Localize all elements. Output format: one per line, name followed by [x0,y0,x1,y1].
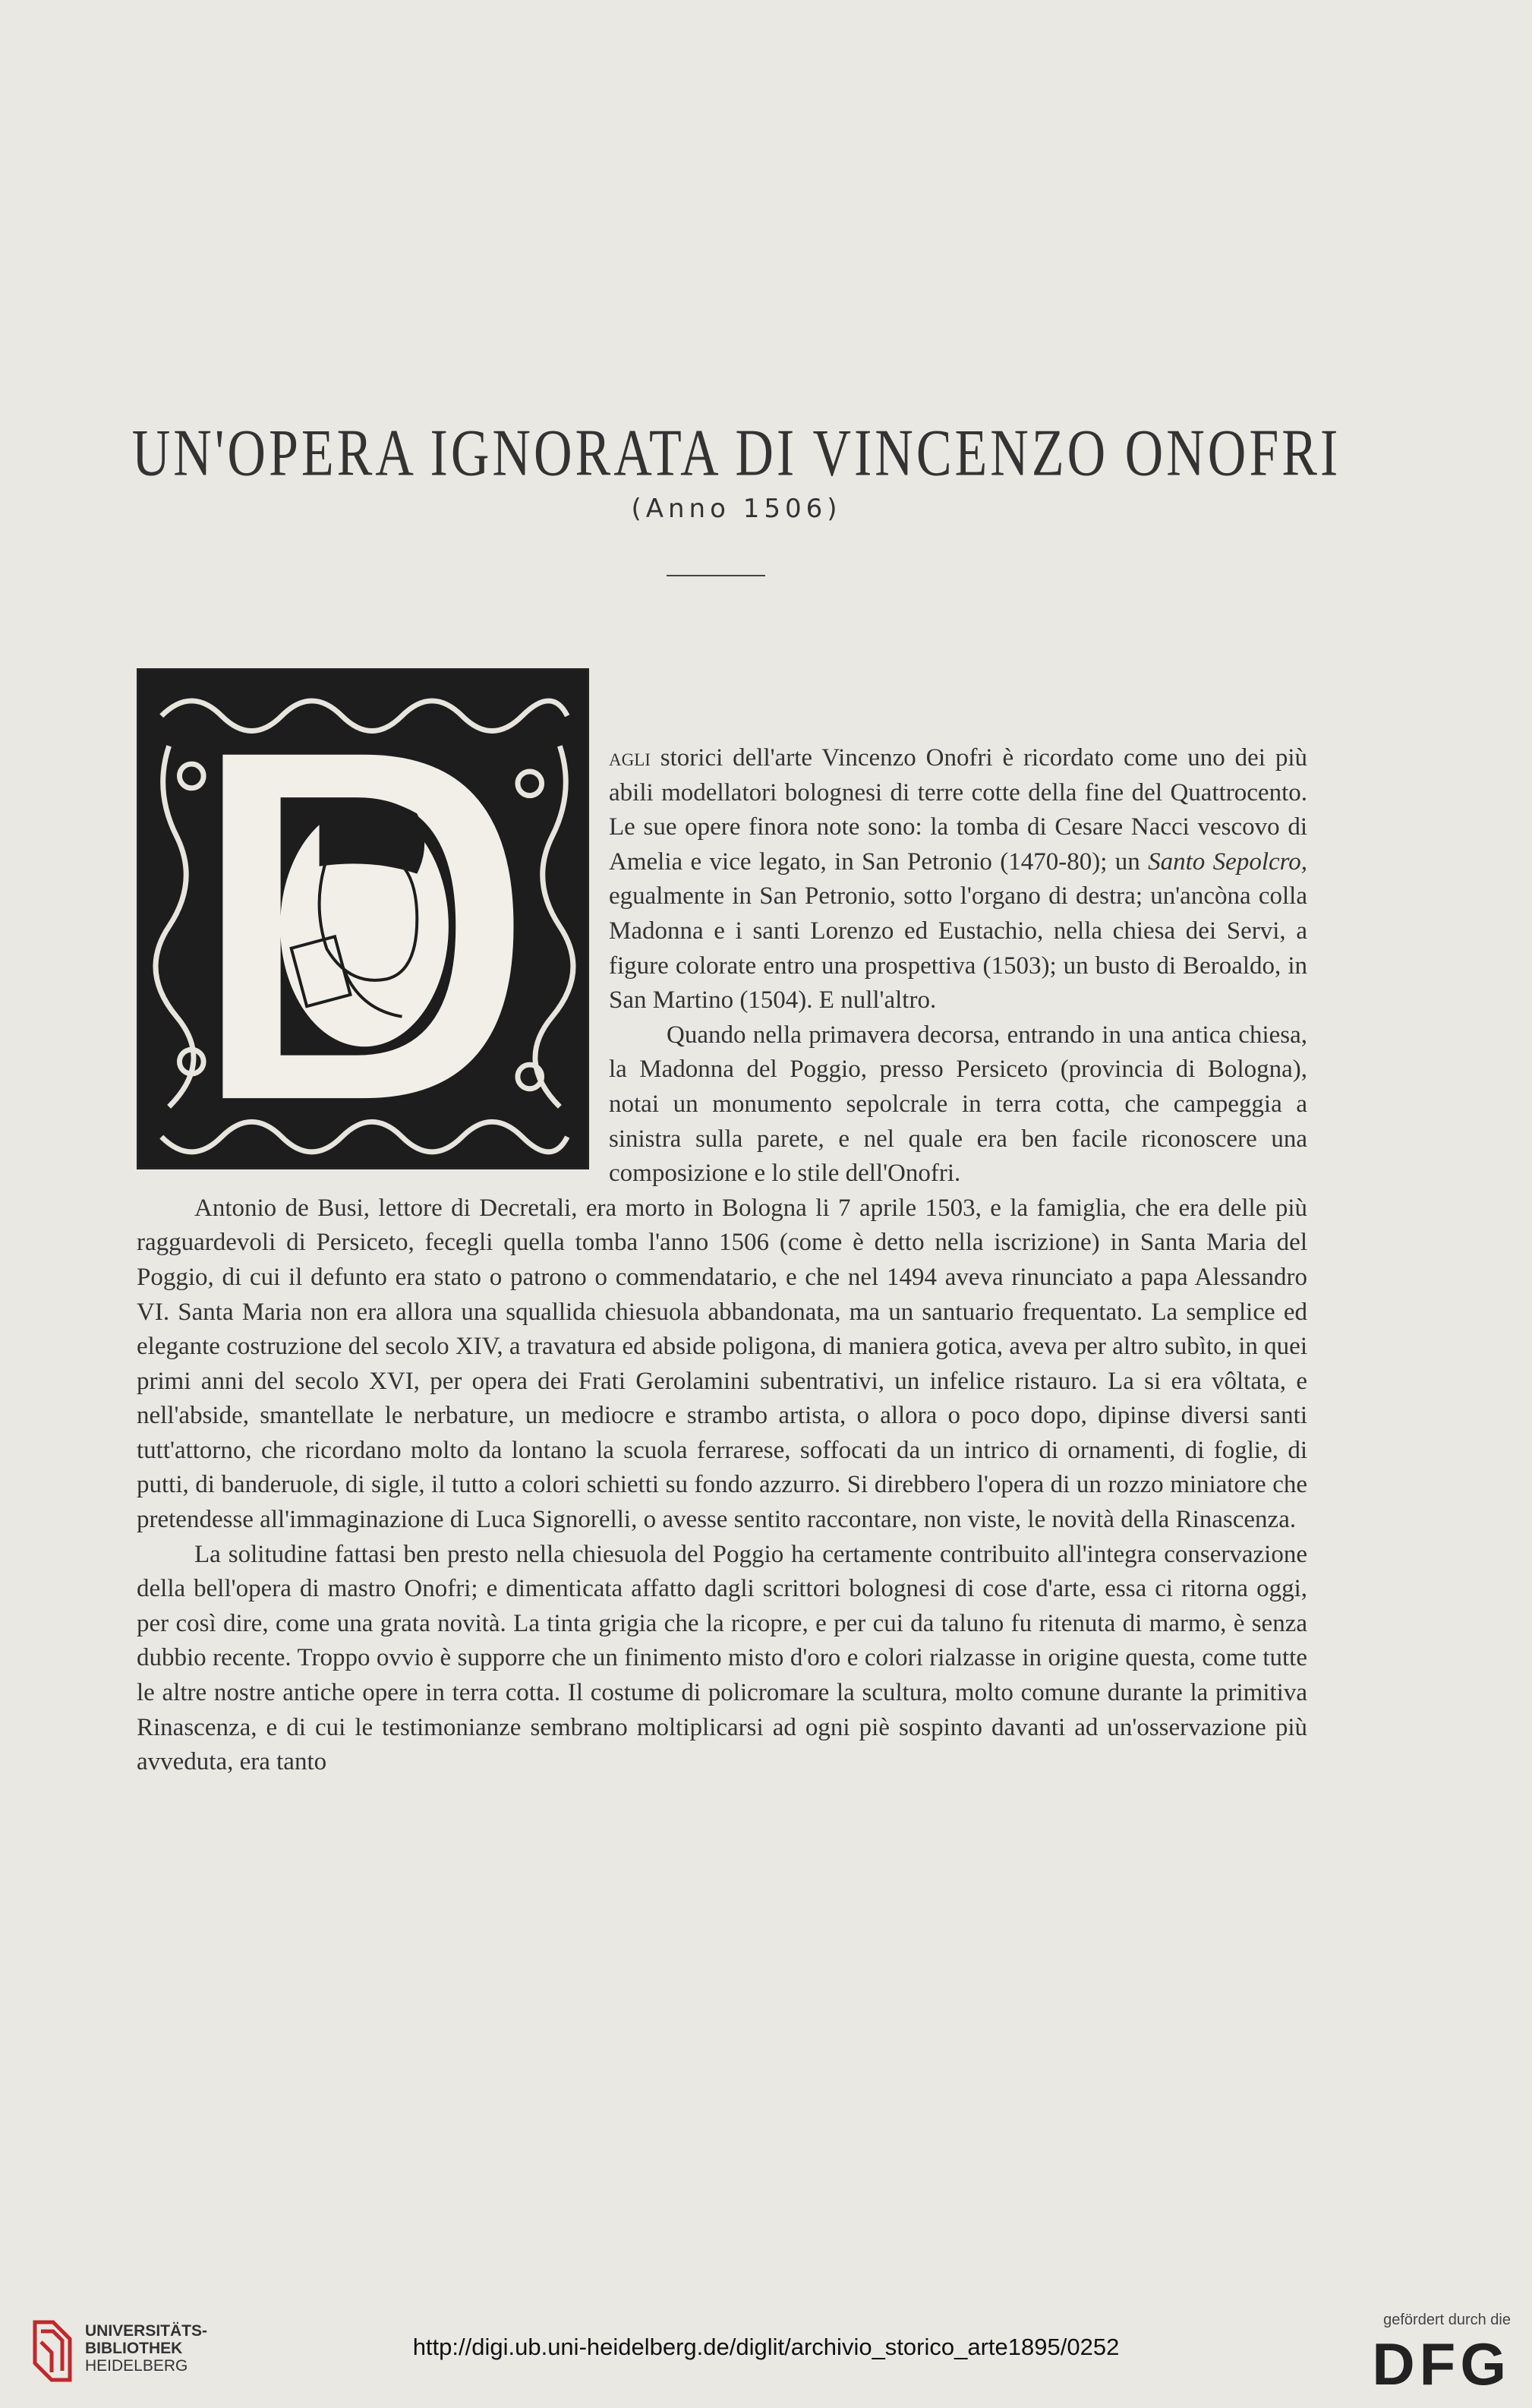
paragraph-2: Quando nella primavera decorsa, entrando in una antica chiesa, la Madonna del Poggio, presso Persiceto (provincia di Bologna), notai un monumento sepolcrale in terra cotta, che campeggia a sinistra sulla parete, e nel quale era ben facile riconoscere una composizione e lo stile dell'Onofri. [609,1021,1307,1188]
paragraph-3: Antonio de Busi, lettore di Decretali, era morto in Bologna li 7 aprile 1503, e la famiglia, che era delle più ragguardevoli di Persiceto, fecegli quella tomba l'anno 1506 (come è detto nella iscrizione) in Santa Maria del Poggio, di cui il defunto era stato o patrono o commendatario, e che nel 1494 aveva rinunciato a papa Alessandro VI. Santa Maria non era allora una squallida chiesuola abbandonata, ma un santuario frequentato. La semplice ed elegante costruzione del secolo XIV, a travatura ed abside poligona, di maniera gotica, aveva per altro subìto, in quei primi anni del secolo XVI, per opera dei Frati Gerolamini subentrativi, un infelice ristauro. La si era vôltata, e nell'abside, smantellate le nerbature, un mediocre e strambo artista, o allora o poco dopo, dipinse diversi santi tutt'attorno, che ricordano molto da lontano la scuola ferrarese, soffocati da un intrico di ornamenti, di foglie, di putti, di banderuole, di sigle, il tutto a colori schietti su fondo azzurro. Si direbbero l'opera di un rozzo miniatore che pretendesse all'immaginazione di Luca Signorelli, o avesse sentito raccontare, non viste, le novità della Rinascenza. [137,1194,1307,1534]
library-name-line-1: UNIVERSITÄTS- [85,2322,208,2340]
funder-block [1321,2312,1511,2397]
paragraph-4: La solitudine fattasi ben presto nella chiesuola del Poggio ha certamente contribuito all'integra conservazione della bell'opera di mastro Onofri; e dimenticata affatto dagli scrittori bolognesi di cose d'arte, essa ci ritorna oggi, per così dire, come una grata novità. La tinta grigia che la ricopre, e per cui da taluno fu ritenuta di marmo, è senza dubbio recente. Troppo ovvio è supporre che un finimento misto d'oro e colori rialzasse in origine questa, come tutte le altre nostre antiche opere in terra cotta. Il costume di policromare la scultura, molto comune durante la primitiva Rinascenza, e di cui le testimonianze sembrano moltiplicarsi ad ogni piè sospinto davanti ad un'osservazione più avveduta, era tanto [137,1540,1307,1776]
dfg-logo: DFG [1372,2331,1511,2397]
library-name-line-3: HEIDELBERG [85,2357,188,2375]
article-subtitle: (Anno 1506) [631,494,842,524]
library-name-line-2: BIBLIOTHEK [85,2340,183,2357]
paragraph-1-part-1: storici dell'arte Vincenzo Onofri è ricordato come uno dei più abili modellatori bolognesi di terre cotte della fine del Quattrocento. Le sue opere finora note sono: la tomba di Cesare Nacci vescovo di Amelia e vice legato, in San Petronio (1470-80); un [609,744,1307,876]
article-title: UN'OPERA IGNORATA DI VINCENZO ONOFRI [131,417,1341,491]
article-body [137,741,1307,1780]
paragraph-1-part-2: egualmente in San Petronio, sotto l'organo di destra; un'ancòna colla Madonna e i santi Lorenzo ed Eustachio, nella chiesa dei Servi, a figure colorate entro una prospettiva (1503); un busto di Beroaldo, in San Martino (1504). E null'altro. [609,882,1307,1015]
title-rule [667,575,765,576]
paragraph-1-italic: Santo Sepolcro, [1148,847,1307,876]
first-word-rest: agli [609,744,651,772]
page-url-link[interactable]: http://digi.ub.uni-heidelberg.de/diglit/archivio_storico_arte1895/0252 [412,2334,1120,2360]
initial-space [137,714,609,1179]
funding-note: gefördert durch die [1383,2312,1511,2328]
